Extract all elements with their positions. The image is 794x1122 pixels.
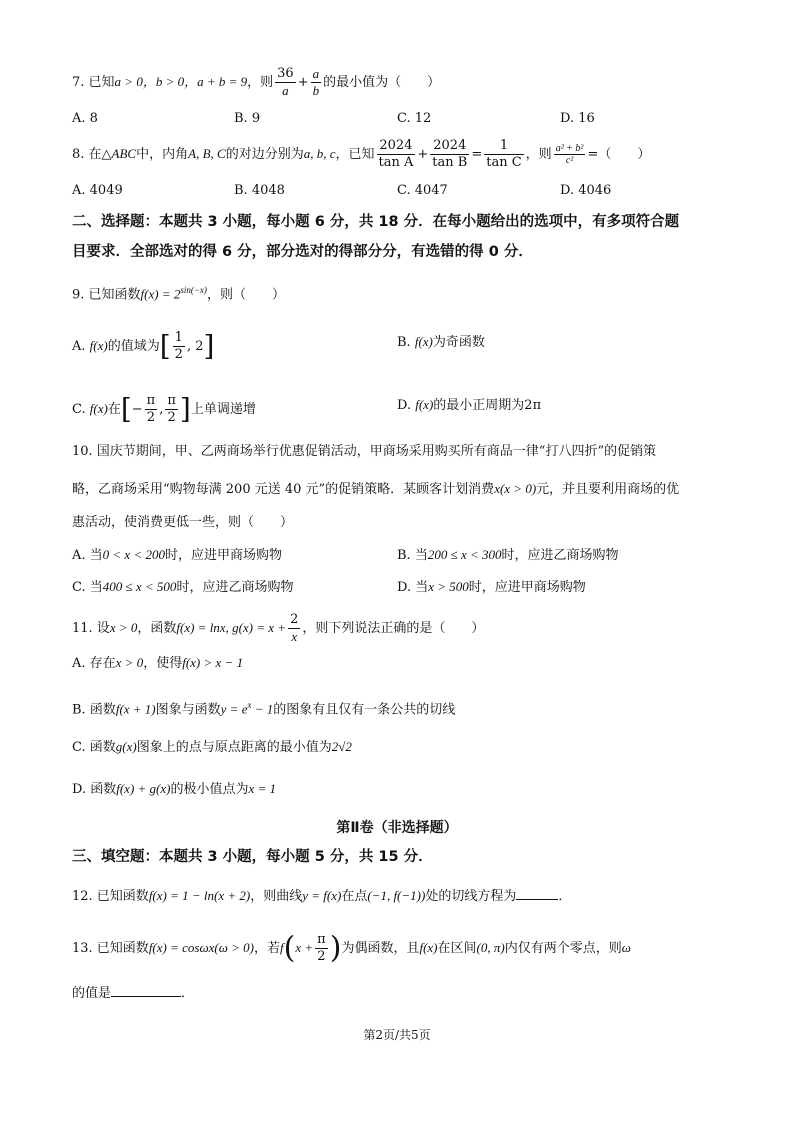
question-13-line2: 的值是 ．	[72, 982, 732, 1004]
q8-option-d[interactable]: D. 4046	[560, 183, 612, 198]
q11-option-b[interactable]: B. 函数f(x + 1)图象与函数$y = e^x - 1$的图象有且仅有一条公共的切线	[72, 700, 456, 718]
answer-blank[interactable]	[111, 982, 181, 997]
q9-option-b[interactable]: B. f(x)为奇函数	[397, 334, 485, 350]
fraction: $\frac{36}{a}$	[277, 66, 294, 98]
q10-option-a[interactable]: A. 当0 < x < 200时，应进甲商场购物	[72, 547, 282, 563]
q7-option-a[interactable]: A. 8	[72, 111, 98, 126]
question-11-stem: 11. 设x > 0，函数f(x) = lnx, g(x) = x + $\frac{2}{x}$ ，则下列说法正确的是（ ）	[72, 612, 485, 644]
question-7-stem: 7. 已知a > 0，b > 0，a + b = 9，则 $\frac{36}{a}$ + $\frac{a}{b}$ 的最小值为（ ）	[72, 66, 441, 98]
question-10-line2: 略，乙商场采用“购物每满 200 元送 40 元”的促销策略．某顾客计划消费x(x > 0)元，并且要利用商场的优	[72, 481, 680, 497]
q11-option-d[interactable]: D. 函数f(x) + g(x)的极小值点为x = 1	[72, 781, 277, 797]
q7-option-d[interactable]: D. 16	[560, 111, 595, 126]
section-3-heading: 三、填空题：本题共 3 小题，每小题 5 分，共 15 分．	[72, 849, 433, 865]
question-10-line1: 10. 国庆节期间，甲、乙两商场举行优惠促销活动，甲商场采用购买所有商品一律“打八四折”的促销策	[72, 444, 657, 459]
answer-blank[interactable]	[516, 885, 558, 900]
q8-option-a[interactable]: A. 4049	[72, 183, 123, 198]
q10-option-d[interactable]: D. 当x > 500时，应进甲商场购物	[397, 579, 586, 595]
page-footer: 第2页/共5页	[363, 1028, 431, 1042]
section-2-heading: 二、选择题：本题共 3 小题，每小题 6 分，共 18 分．在每小题给出的选项中，有多项符合题 目要求．全部选对的得 6 分，部分选对的得部分分，有选错的得 0 分．	[72, 214, 680, 260]
question-8-stem: 8. 在△ABC中，内角A, B, C的对边分别为a, b, c，已知 $\frac{2024}{\text{tan A}}$ + $\frac{2024}{\text{tan B}}$ = $\frac{1}{\text{tan C}}$ ，则 $\frac{\text{a² + b²}}{\text{c²}}$ =（ ）	[72, 138, 651, 170]
question-12: 12. 已知函数f(x) = 1 − ln(x + 2)，则曲线y = f(x)在点(−1, f(−1))处的切线方程为 ．	[72, 885, 732, 907]
q9-option-c[interactable]: C. f(x)在[− $\frac{\pi}{2}$ , $\frac{\pi}{2}$ ]上单调递增	[72, 392, 256, 426]
question-9-stem: 9. 已知函数$f(x) = 2^{sin(-x)}$，则（ ）	[72, 285, 285, 303]
q11-option-c[interactable]: C. 函数g(x)图象上的点与原点距离的最小值为2√2	[72, 739, 352, 755]
q10-option-b[interactable]: B. 当200 ≤ x < 300时，应进乙商场购物	[397, 547, 619, 563]
q7-option-b[interactable]: B. 9	[234, 111, 261, 126]
q8-option-b[interactable]: B. 4048	[234, 183, 285, 198]
part-2-title: 第Ⅱ卷（非选择题）	[336, 820, 458, 836]
fraction: $\frac{a}{b}$	[312, 66, 320, 98]
q9-option-a[interactable]: A. f(x)的值域为[ $\frac{1}{2}$ , 2]	[72, 329, 215, 363]
question-10-line3: 惠活动，使消费更低一些，则（ ）	[72, 515, 294, 530]
q8-option-c[interactable]: C. 4047	[397, 183, 448, 198]
q9-option-d[interactable]: D. f(x)的最小正周期为2π	[397, 397, 542, 413]
q11-option-a[interactable]: A. 存在x > 0，使得f(x) > x − 1	[72, 655, 244, 671]
question-13-line1: 13. 已知函数f(x) = cosωx(ω > 0)，若f(x + $\frac{\pi}{2}$ )为偶函数，且f(x)在区间(0, π)内仅有两个零点，则ω	[72, 930, 631, 966]
q7-option-c[interactable]: C. 12	[397, 111, 432, 126]
q10-option-c[interactable]: C. 当400 ≤ x < 500时，应进乙商场购物	[72, 579, 294, 595]
